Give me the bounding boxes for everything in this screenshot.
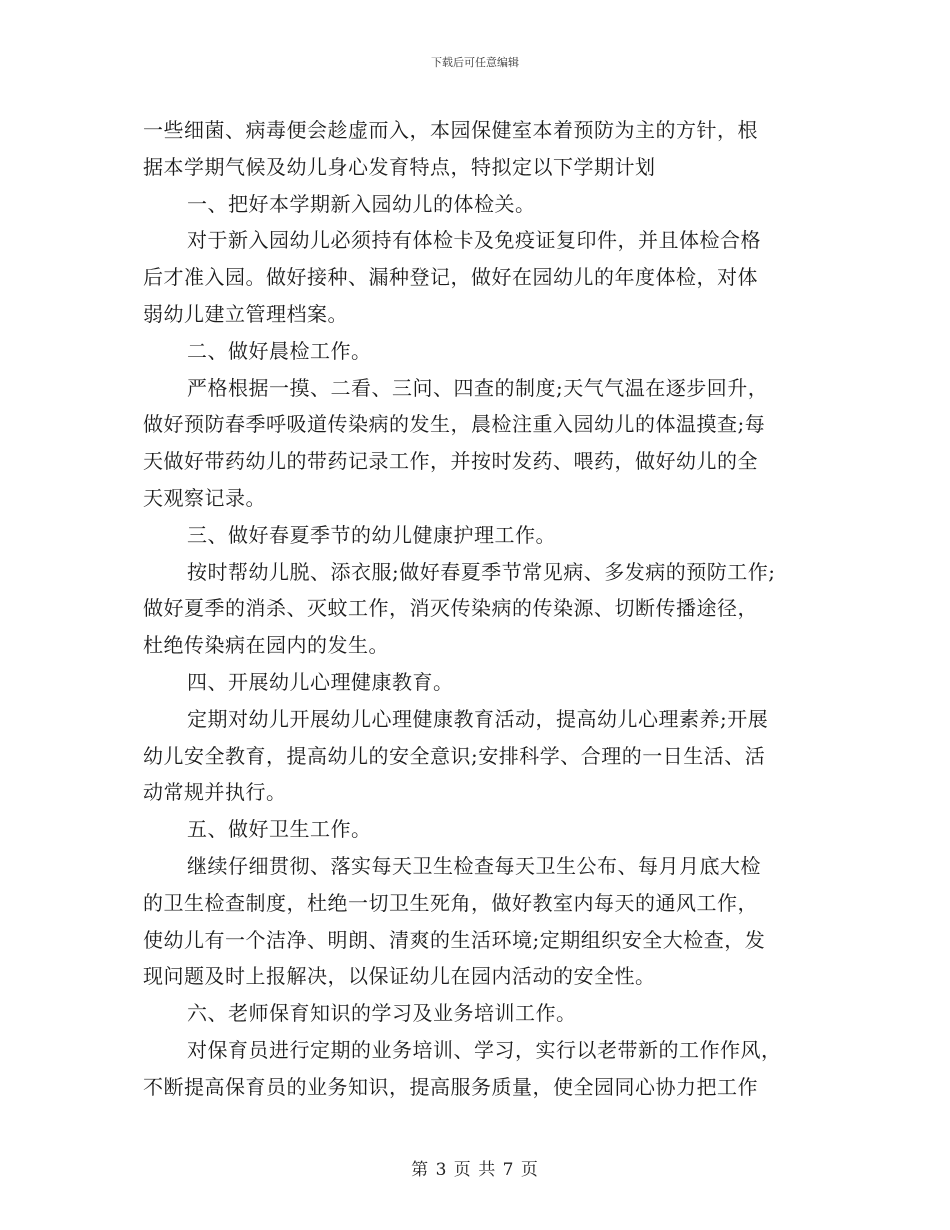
text-line: 现问题及时上报解决，以保证幼儿在园内活动的安全性。 xyxy=(143,964,656,989)
paragraph-start: 继续仔细贯彻、落实每天卫生检查每天卫生公布、每月月底大检 xyxy=(187,853,761,878)
document-body xyxy=(143,112,811,1106)
text-line: 天做好带药幼儿的带药记录工作，并按时发药、喂药，做好幼儿的全 xyxy=(143,449,758,474)
section-heading: 三、做好春夏季节的幼儿健康护理工作。 xyxy=(187,522,556,547)
paragraph-start: 对于新入园幼儿必须持有体检卡及免疫证复印件，并且体检合格 xyxy=(187,228,761,253)
text-line: 杜绝传染病在园内的发生。 xyxy=(143,633,389,658)
text-line: 做好预防春季呼吸道传染病的发生，晨检注重入园幼儿的体温摸查;每 xyxy=(143,412,766,437)
section-heading: 五、做好卫生工作。 xyxy=(187,817,372,842)
text-line: 天观察记录。 xyxy=(143,485,266,510)
section-heading: 一、把好本学期新入园幼儿的体检关。 xyxy=(187,191,536,216)
text-line: 幼儿安全教育，提高幼儿的安全意识;安排科学、合理的一日生活、活 xyxy=(143,743,766,768)
text-line: 不断提高保育员的业务知识，提高服务质量，使全园同心协力把工作 xyxy=(143,1074,758,1099)
section-heading: 六、老师保育知识的学习及业务培训工作。 xyxy=(187,1001,577,1026)
text-line: 据本学期气候及幼儿身心发育特点，特拟定以下学期计划 xyxy=(143,154,656,179)
page-footer: 第 3 页 共 7 页 xyxy=(411,1160,539,1180)
page-header: 下载后可任意编辑 xyxy=(431,56,519,69)
text-line: 后才准入园。做好接种、漏种登记，做好在园幼儿的年度体检，对体 xyxy=(143,265,758,290)
section-heading: 四、开展幼儿心理健康教育。 xyxy=(187,669,454,694)
paragraph-start: 按时帮幼儿脱、添衣服;做好春夏季节常见病、多发病的预防工作; xyxy=(187,559,776,584)
text-line: 动常规并执行。 xyxy=(143,780,287,805)
text-line: 做好夏季的消杀、灭蚊工作，消灭传染病的传染源、切断传播途径， xyxy=(143,596,758,621)
paragraph-start: 定期对幼儿开展幼儿心理健康教育活动，提高幼儿心理素养;开展 xyxy=(187,706,769,731)
section-heading: 二、做好晨检工作。 xyxy=(187,338,372,363)
text-line: 使幼儿有一个洁净、明朗、清爽的生活环境;定期组织安全大检查，发 xyxy=(143,927,766,952)
paragraph-start: 严格根据一摸、二看、三问、四查的制度;天气气温在逐步回升， xyxy=(187,375,769,400)
paragraph-start: 对保育员进行定期的业务培训、学习，实行以老带新的工作作风， xyxy=(187,1037,782,1062)
text-line: 一些细菌、病毒便会趁虚而入，本园保健室本着预防为主的方针，根 xyxy=(143,118,758,142)
text-line: 弱幼儿建立管理档案。 xyxy=(143,301,348,326)
text-line: 的卫生检查制度，杜绝一切卫生死角，做好教室内每天的通风工作， xyxy=(143,890,758,915)
